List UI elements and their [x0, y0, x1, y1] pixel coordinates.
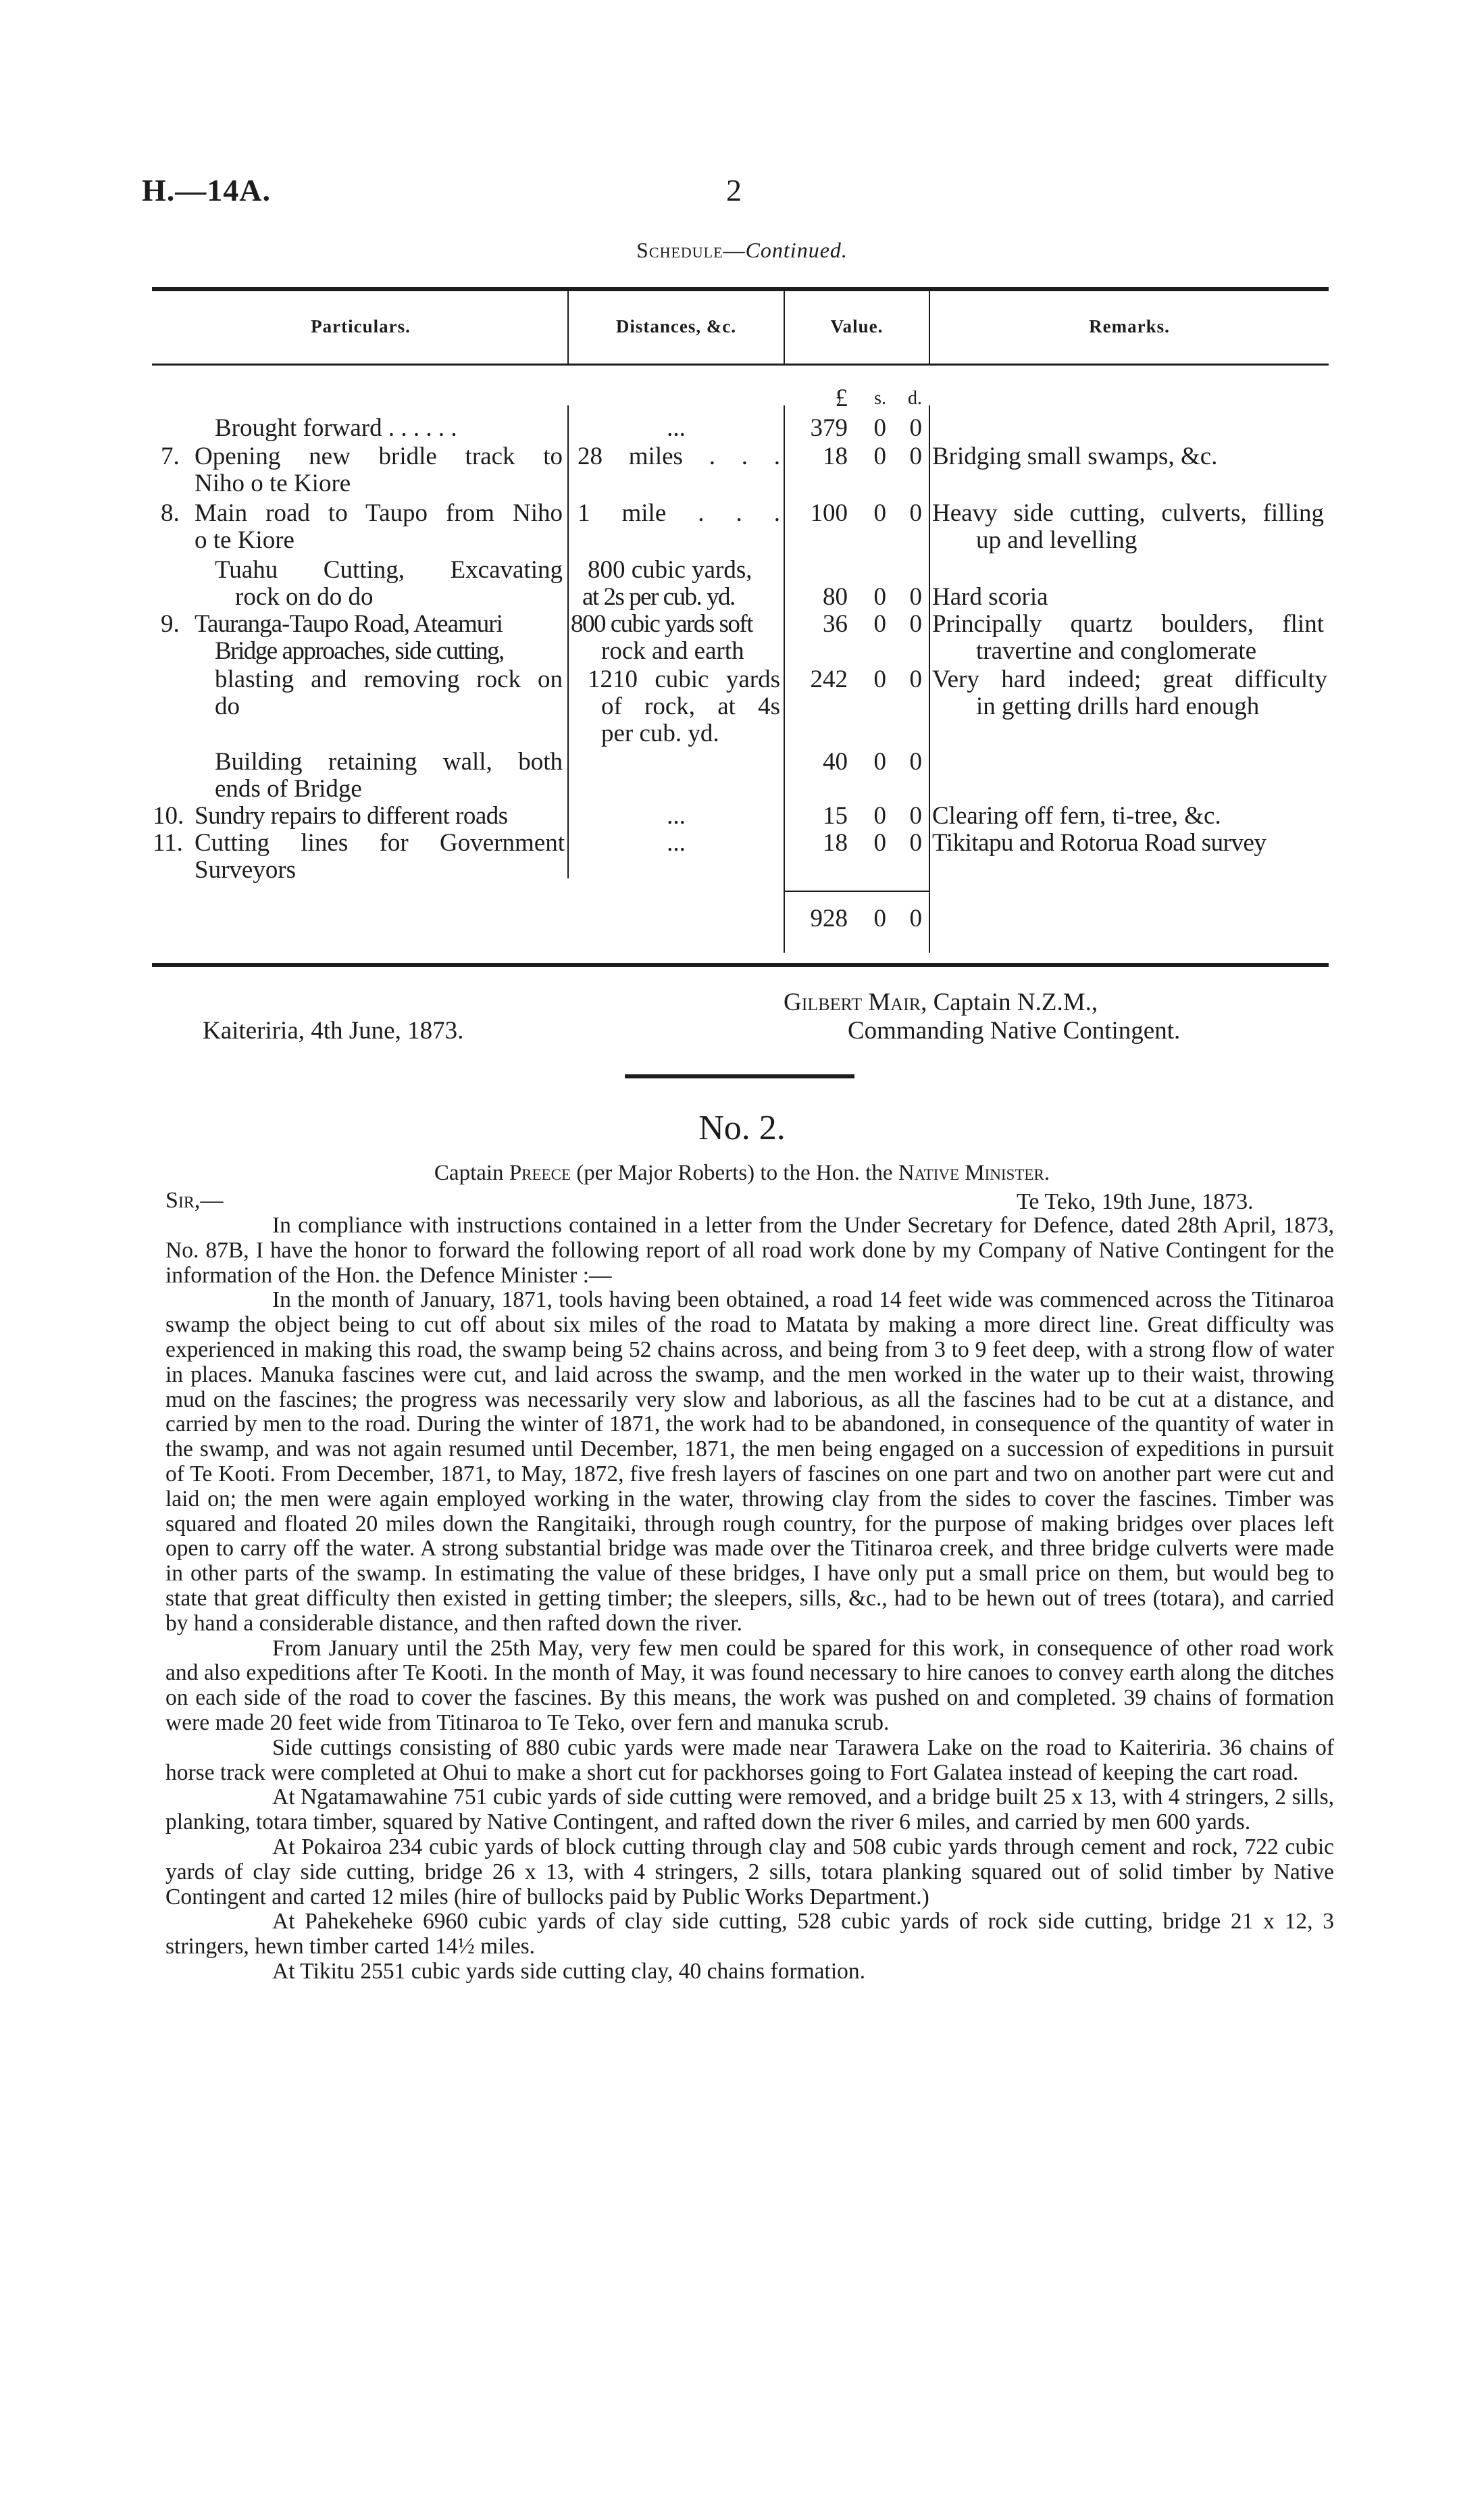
row-number: 7.	[161, 443, 180, 470]
row-remarks: Very hard indeed; great difficulty	[932, 666, 1327, 693]
row-pence: 0	[909, 499, 922, 527]
row-particulars: Sundry repairs to different roads	[195, 802, 508, 830]
letter-paragraph: In the month of January, 1871, tools having been obtained, a road 14 feet wide was commenced across the Titinaroa swamp the object being to cut off about six miles of the road to Matata by making a more direct line. Great difficulty was experienced in making this road, the swamp being 52 chains across, and being from 3 to 9 feet deep, with a strong flow of water in places. Manuka fascines were cut, and laid across the swamp, and the men worked in the water up to their waist, throwing mud on the fascines; the progress was necessarily very slow and laborious, as all the fascines had to be cut at a distance, and carried by men to the road. During the winter of 1871, the work had to be abandoned, in consequence of the quantity of water in the swamp, and was not again resumed until December, 1871, the men being engaged on a succession of expeditions in pursuit of Te Kooti. From December, 1871, to May, 1872, five fresh layers of fascines on one part and two on another part were cut and laid on; the men were again employed working in the water, throwing clay from the sides to cover the fascines. Timber was squared and floated 20 miles down the Rangitaiki, through rough country, for the purpose of making bridges over places left open to carry off the water. A strong substantial bridge was made over the Titinaroa creek, and three bridge culverts were made in other parts of the swamp. In estimating the value of these bridges, I have only put a small price on them, but would beg to state that great difficulty then existed in getting timber; the sleepers, sills, &c., had to be hewn out of trees (totara), and carried by hand a considerable distance, and then rafted down the river.	[165, 1287, 1334, 1636]
row-distance: rock and earth	[601, 637, 744, 665]
row-shillings: 0	[873, 583, 886, 611]
row-pence: 0	[909, 414, 922, 442]
table-bottom-rule	[152, 963, 1329, 967]
row-shillings: 0	[873, 748, 886, 776]
row-remarks: Heavy side cutting, culverts, filling	[932, 499, 1324, 527]
row-particulars: Brought forward . . . . . .	[215, 414, 457, 442]
signatory-name: Gilbert Mair	[784, 989, 921, 1016]
row-remarks: travertine and conglomerate	[976, 637, 1257, 665]
row-particulars: Niho o te Kiore	[195, 470, 351, 497]
schedule-title-main: Schedule	[636, 238, 723, 262]
letter-paragraph: In compliance with instructions contained in a letter from the Under Secretary for Defence, dated 28th April, 1873, No. 87B, I have the honor to forward the following report of all road work done by my Company of Native Contingent for the information of the Hon. the Defence Minister :—	[165, 1213, 1334, 1288]
row-particulars: blasting and removing rock on	[215, 666, 563, 693]
row-number: 10.	[153, 802, 184, 830]
row-shillings: 0	[873, 443, 886, 470]
document-reference: H.—14A.	[142, 173, 271, 207]
letter-paragraph: At Pokairoa 234 cubic yards of block cutting through clay and 508 cubic yards through cement and rock, 722 cubic yards of clay side cutting, bridge 26 x 13, with 4 stringers, 2 sills, totara planking squared out of solid timber by Native Contingent and carted 12 miles (hire of bullocks paid by Public Works Department.)	[165, 1834, 1334, 1909]
row-pence: 0	[909, 583, 922, 611]
row-particulars: Tauranga-Taupo Road, Ateamuri	[195, 610, 503, 638]
letter-place-date: Te Teko, 19th June, 1873.	[1017, 1189, 1254, 1214]
letter-title-to: Native Minister.	[898, 1161, 1050, 1185]
row-pounds: 40	[823, 748, 848, 776]
column-header-particulars: Particulars.	[311, 316, 411, 336]
signatory-rank: , Captain N.Z.M.,	[921, 989, 1098, 1016]
total-pence: 0	[909, 905, 922, 932]
row-pence: 0	[909, 443, 922, 470]
row-particulars: Surveyors	[195, 856, 297, 884]
row-particulars: Cutting lines for Government	[195, 829, 565, 857]
letter-number: No. 2.	[698, 1109, 786, 1147]
row-distance: ...	[667, 414, 686, 442]
row-pence: 0	[909, 829, 922, 857]
letter-salutation: Sir,—	[165, 1188, 224, 1213]
table-header-rule	[152, 364, 1329, 366]
column-header-remarks: Remarks.	[1089, 316, 1170, 336]
section-divider	[625, 1074, 854, 1078]
letter-paragraph: Side cuttings consisting of 880 cubic yards were made near Tarawera Lake on the road to Kaiteriria. 36 chains of horse track were completed at Ohui to make a short cut for packhorses going to Fort Galatea instead of keeping the cart road.	[165, 1734, 1334, 1785]
row-distance: 800 cubic yards,	[588, 556, 752, 584]
row-shillings: 0	[873, 666, 886, 693]
row-shillings: 0	[873, 829, 886, 857]
row-particulars: do	[215, 693, 240, 720]
currency-shillings: s.	[874, 388, 886, 409]
row-particulars: Main road to Taupo from Niho	[195, 499, 563, 527]
row-shillings: 0	[873, 802, 886, 830]
signature-place-date: Kaiteriria, 4th June, 1873.	[203, 1017, 464, 1045]
currency-pounds: £	[835, 384, 848, 412]
row-distance: 800 cubic yards soft	[571, 610, 753, 638]
row-particulars: Building retaining wall, both	[215, 748, 563, 776]
row-shillings: 0	[873, 414, 886, 442]
row-particulars: o te Kiore	[195, 526, 295, 554]
row-number: 8.	[161, 499, 180, 527]
page-number: 2	[726, 173, 742, 207]
currency-pence: d.	[908, 388, 922, 409]
row-distance: ...	[667, 829, 686, 857]
row-pounds: 379	[810, 414, 848, 442]
col-divider-3-body	[929, 405, 930, 953]
row-shillings: 0	[873, 610, 886, 638]
schedule-title: Schedule—Continued.	[636, 238, 848, 262]
letter-title-pre: Captain	[434, 1161, 509, 1185]
row-pence: 0	[909, 666, 922, 693]
letter-title-from: Preece	[509, 1161, 571, 1185]
row-remarks: Clearing off fern, ti-tree, &c.	[932, 802, 1221, 830]
signature-name-line	[784, 988, 1098, 1018]
row-distance: ...	[667, 802, 686, 830]
row-pounds: 242	[810, 666, 848, 693]
total-shillings: 0	[873, 905, 886, 932]
row-number: 9.	[161, 610, 180, 638]
column-header-value: Value.	[830, 316, 884, 336]
row-particulars: Tuahu Cutting, Excavating	[215, 556, 563, 584]
row-pounds: 18	[823, 829, 848, 857]
row-distance: 1 mile . . .	[578, 499, 780, 527]
row-pounds: 80	[823, 583, 848, 611]
col-divider-2-body	[784, 405, 785, 953]
row-shillings: 0	[873, 499, 886, 527]
table-top-rule	[152, 287, 1329, 291]
signatory-role: Commanding Native Contingent.	[848, 1017, 1181, 1045]
letter-title-mid: (per Major Roberts) to the Hon. the	[571, 1161, 898, 1185]
row-remarks: up and levelling	[976, 526, 1137, 554]
row-distance: of rock, at 4s	[601, 693, 780, 720]
row-pounds: 18	[823, 443, 848, 470]
row-pounds: 15	[823, 802, 848, 830]
total-pounds: 928	[810, 905, 848, 932]
column-header-distances: Distances, &c.	[615, 316, 737, 336]
row-pounds: 100	[810, 499, 848, 527]
row-number: 11.	[153, 829, 183, 857]
row-pounds: 36	[823, 610, 848, 638]
row-distance: per cub. yd.	[601, 720, 719, 747]
letter-paragraph: From January until the 25th May, very few men could be spared for this work, in consequence of other road work and also expeditions after Te Kooti. In the month of May, it was found necessary to hire canoes to convey earth along the ditches on each side of the road to cover the fascines. By this means, the work was pushed on and completed. 39 chains of formation were made 20 feet wide from Titinaroa to Te Teko, over fern and manuka scrub.	[165, 1635, 1334, 1735]
row-distance: 28 miles . . .	[578, 443, 780, 470]
row-pence: 0	[909, 610, 922, 638]
letter-body	[165, 1214, 1334, 1984]
total-rule	[784, 891, 929, 892]
row-pence: 0	[909, 802, 922, 830]
letter-paragraph: At Pahekeheke 6960 cubic yards of clay side cutting, 528 cubic yards of rock side cutting, bridge 21 x 12, 3 stringers, hewn timber carted 14½ miles.	[165, 1909, 1334, 1959]
schedule-title-sub: Continued.	[745, 238, 848, 262]
row-particulars: ends of Bridge	[215, 775, 362, 803]
row-remarks: Hard scoria	[932, 583, 1048, 611]
row-remarks: Bridging small swamps, &c.	[932, 443, 1218, 470]
row-particulars: Bridge approaches, side cutting,	[215, 637, 504, 665]
row-distance: at 2s per cub. yd.	[582, 583, 735, 611]
row-particulars: Opening new bridle track to	[195, 443, 563, 470]
letter-paragraph: At Ngatamawahine 751 cubic yards of side cutting were removed, and a bridge built 25 x 13, with 4 stringers, 2 sills, planking, totara timber, squared by Native Contingent, and rafted down the river 6 miles, and carried by men 600 yards.	[165, 1784, 1334, 1835]
row-remarks: in getting drills hard enough	[976, 693, 1260, 720]
letter-paragraph: At Tikitu 2551 cubic yards side cutting clay, 40 chains formation.	[272, 1958, 866, 1984]
row-particulars: rock on do do	[235, 583, 374, 611]
row-remarks: Principally quartz boulders, flint	[932, 610, 1324, 638]
letter-title	[0, 1161, 1484, 1186]
row-remarks: Tikitapu and Rotorua Road survey	[932, 829, 1266, 857]
row-pence: 0	[909, 748, 922, 776]
row-distance: 1210 cubic yards	[588, 666, 780, 693]
